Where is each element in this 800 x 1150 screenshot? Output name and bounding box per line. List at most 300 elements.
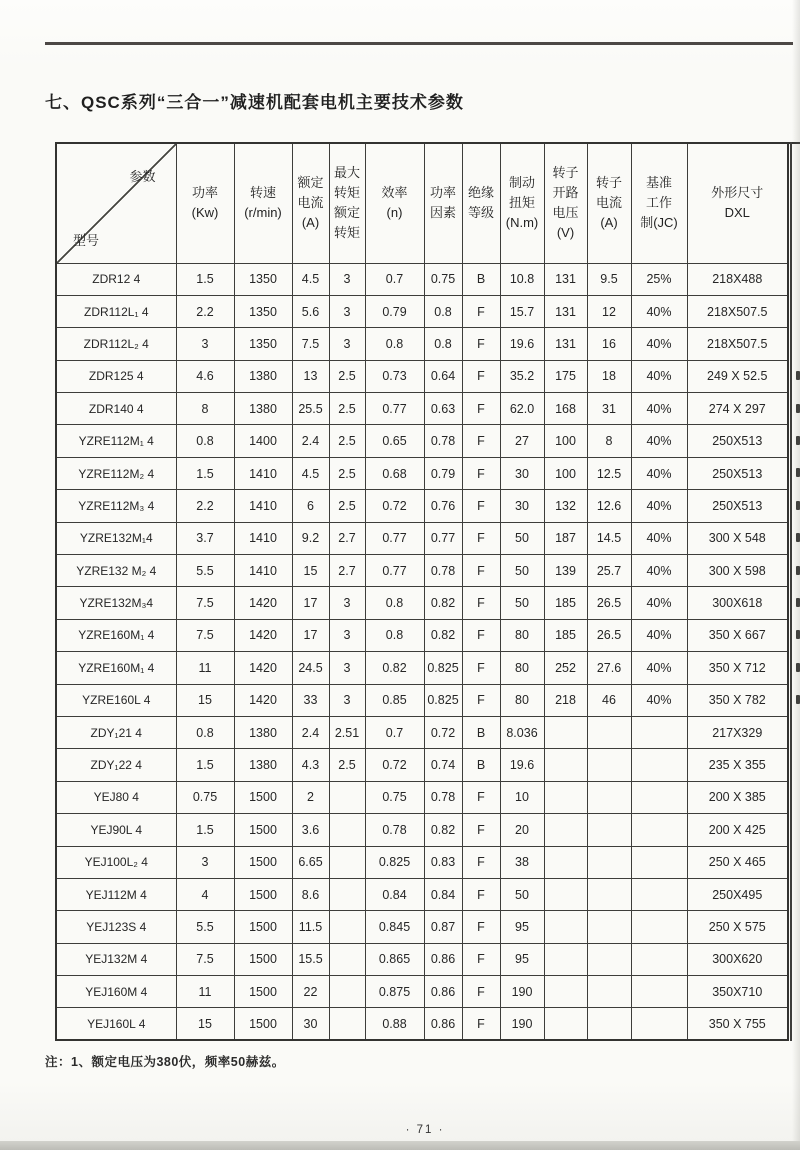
cell-value: F xyxy=(462,684,500,716)
cell-value: 50 xyxy=(500,555,544,587)
cell-value: 5.6 xyxy=(292,295,329,327)
cell-value: 7.5 xyxy=(176,619,234,651)
table-row xyxy=(56,425,788,457)
cell-value: 80 xyxy=(500,652,544,684)
cell-value: 3 xyxy=(329,684,365,716)
column-header-power-kw: 功率 (Kw) xyxy=(176,143,234,263)
cell-value: F xyxy=(462,393,500,425)
column-header-max-torque-ratio: 最大 转矩 额定 转矩 xyxy=(329,143,365,263)
page-title: 七、QSC系列“三合一”减速机配套电机主要技术参数 xyxy=(45,93,464,112)
header-row xyxy=(56,143,788,263)
cell-value: 35.2 xyxy=(500,360,544,392)
cell-value xyxy=(544,749,587,781)
cell-model: ZDY₁22 4 xyxy=(56,749,176,781)
table-row xyxy=(56,522,788,554)
cell-value xyxy=(544,814,587,846)
cell-value: 40% xyxy=(631,328,687,360)
cell-value: 0.8 xyxy=(365,587,424,619)
cell-value: 50 xyxy=(500,587,544,619)
top-rule-divider xyxy=(45,42,793,45)
cell-value: 1380 xyxy=(234,749,292,781)
table-row xyxy=(56,878,788,910)
cell-value: 2.5 xyxy=(329,425,365,457)
cell-value xyxy=(587,943,631,975)
cell-value: 1500 xyxy=(234,1008,292,1040)
cell-model: YEJ123S 4 xyxy=(56,911,176,943)
cell-value: 2.2 xyxy=(176,295,234,327)
cell-value: 3 xyxy=(176,328,234,360)
cell-model: ZDY₁21 4 xyxy=(56,716,176,748)
cell-value: 0.865 xyxy=(365,943,424,975)
cell-value: 3 xyxy=(329,263,365,295)
cell-value xyxy=(631,976,687,1008)
cell-value: 16 xyxy=(587,328,631,360)
cell-value: 0.74 xyxy=(424,749,462,781)
cell-value: 1410 xyxy=(234,457,292,489)
cell-value: 3.7 xyxy=(176,522,234,554)
cell-value: 27 xyxy=(500,425,544,457)
cell-value: 38 xyxy=(500,846,544,878)
cell-value: 33 xyxy=(292,684,329,716)
cell-value: 1420 xyxy=(234,684,292,716)
cell-value: 1350 xyxy=(234,295,292,327)
table-row xyxy=(56,619,788,651)
cell-value: 350 X 667 xyxy=(687,619,788,651)
cell-value: 0.82 xyxy=(424,619,462,651)
cell-model: YZRE112M₁ 4 xyxy=(56,425,176,457)
cell-value xyxy=(544,976,587,1008)
cell-value: 0.72 xyxy=(365,490,424,522)
cell-value: 300X620 xyxy=(687,943,788,975)
cell-value: 10.8 xyxy=(500,263,544,295)
cell-value: 2.4 xyxy=(292,425,329,457)
scan-bottom-band xyxy=(0,1141,800,1150)
cell-value: 2.51 xyxy=(329,716,365,748)
cell-value: 9.5 xyxy=(587,263,631,295)
cell-value: 2.5 xyxy=(329,360,365,392)
cell-value: 40% xyxy=(631,619,687,651)
table-row xyxy=(56,684,788,716)
cell-value: 3 xyxy=(329,619,365,651)
cell-value: 0.84 xyxy=(365,878,424,910)
cell-value: 250 X 465 xyxy=(687,846,788,878)
cell-value xyxy=(544,1008,587,1040)
cell-value: 0.82 xyxy=(424,814,462,846)
cell-value xyxy=(329,911,365,943)
cell-value: F xyxy=(462,328,500,360)
cell-value xyxy=(587,814,631,846)
cell-value xyxy=(329,943,365,975)
cell-value xyxy=(329,976,365,1008)
spec-table-container xyxy=(55,142,789,1041)
cell-value: 350 X 712 xyxy=(687,652,788,684)
cell-value: 40% xyxy=(631,393,687,425)
cell-value: 0.8 xyxy=(424,295,462,327)
cell-value: 0.77 xyxy=(365,393,424,425)
cell-value: 0.8 xyxy=(365,328,424,360)
cell-value: 15.5 xyxy=(292,943,329,975)
cell-model: YZRE160L 4 xyxy=(56,684,176,716)
cell-value: 46 xyxy=(587,684,631,716)
cell-value: 0.85 xyxy=(365,684,424,716)
table-row xyxy=(56,555,788,587)
cell-value: 1410 xyxy=(234,555,292,587)
cell-value: 12.6 xyxy=(587,490,631,522)
cell-value xyxy=(329,1008,365,1040)
cell-model: ZDR112L₁ 4 xyxy=(56,295,176,327)
table-row xyxy=(56,490,788,522)
cell-value xyxy=(587,1008,631,1040)
cell-value: 0.78 xyxy=(424,781,462,813)
cell-value: 15.7 xyxy=(500,295,544,327)
cell-value xyxy=(587,781,631,813)
cell-value: 19.6 xyxy=(500,749,544,781)
cell-value: 2.2 xyxy=(176,490,234,522)
cell-value: B xyxy=(462,263,500,295)
table-row xyxy=(56,846,788,878)
cell-value: 2 xyxy=(292,781,329,813)
cell-value: 25.7 xyxy=(587,555,631,587)
corner-header-cell xyxy=(56,143,176,263)
cell-value xyxy=(587,878,631,910)
cell-value: 0.84 xyxy=(424,878,462,910)
cell-value: 8 xyxy=(587,425,631,457)
cell-value: 9.2 xyxy=(292,522,329,554)
cell-value: 132 xyxy=(544,490,587,522)
cell-value xyxy=(631,749,687,781)
cell-model: YEJ80 4 xyxy=(56,781,176,813)
cell-value: F xyxy=(462,360,500,392)
table-row xyxy=(56,911,788,943)
cell-value: 0.64 xyxy=(424,360,462,392)
cell-value: 218 xyxy=(544,684,587,716)
cell-value: 1350 xyxy=(234,263,292,295)
column-header-efficiency: 效率 (n) xyxy=(365,143,424,263)
cell-value: 0.77 xyxy=(365,522,424,554)
cell-value: 218X507.5 xyxy=(687,328,788,360)
cell-value xyxy=(631,716,687,748)
cell-value: 0.75 xyxy=(176,781,234,813)
cell-value: 4.5 xyxy=(292,457,329,489)
cell-value: 25% xyxy=(631,263,687,295)
cell-value: F xyxy=(462,490,500,522)
cell-value: 0.78 xyxy=(365,814,424,846)
cell-value: 300X618 xyxy=(687,587,788,619)
corner-model-label: 型号 xyxy=(73,232,100,248)
cell-value: 187 xyxy=(544,522,587,554)
cell-value: 80 xyxy=(500,684,544,716)
cell-model: ZDR12 4 xyxy=(56,263,176,295)
cell-value xyxy=(631,846,687,878)
page-number: · 71 · xyxy=(405,1124,445,1136)
column-header-rotor-current: 转子 电流 (A) xyxy=(587,143,631,263)
cell-value: 5.5 xyxy=(176,911,234,943)
cell-value: 40% xyxy=(631,490,687,522)
cell-value xyxy=(329,781,365,813)
cell-value: 0.7 xyxy=(365,263,424,295)
cell-value: 12.5 xyxy=(587,457,631,489)
column-header-insulation-class: 绝缘 等级 xyxy=(462,143,500,263)
cell-value: 26.5 xyxy=(587,619,631,651)
cell-value xyxy=(587,749,631,781)
cell-value: 10 xyxy=(500,781,544,813)
cell-value: 131 xyxy=(544,295,587,327)
cell-model: YEJ112M 4 xyxy=(56,878,176,910)
cell-value: 190 xyxy=(500,976,544,1008)
cell-value: 0.86 xyxy=(424,943,462,975)
cell-model: YEJ160M 4 xyxy=(56,976,176,1008)
cell-value: F xyxy=(462,619,500,651)
table-row xyxy=(56,295,788,327)
cell-value: 40% xyxy=(631,587,687,619)
cell-value: 4.3 xyxy=(292,749,329,781)
cell-value xyxy=(587,846,631,878)
cell-value: 0.79 xyxy=(424,457,462,489)
cell-value: 0.75 xyxy=(424,263,462,295)
cell-value xyxy=(544,846,587,878)
cell-value: 100 xyxy=(544,425,587,457)
cell-value: 4.6 xyxy=(176,360,234,392)
cell-value: 95 xyxy=(500,911,544,943)
cell-value: F xyxy=(462,846,500,878)
cell-value: 27.6 xyxy=(587,652,631,684)
cell-value: 40% xyxy=(631,295,687,327)
cell-value: 11 xyxy=(176,976,234,1008)
cell-value: 17 xyxy=(292,619,329,651)
cell-value: 0.875 xyxy=(365,976,424,1008)
table-row xyxy=(56,393,788,425)
cell-value: 2.4 xyxy=(292,716,329,748)
cell-value: 11 xyxy=(176,652,234,684)
cell-value: F xyxy=(462,1008,500,1040)
cell-value: 0.825 xyxy=(424,652,462,684)
cell-value: 217X329 xyxy=(687,716,788,748)
cell-value: 31 xyxy=(587,393,631,425)
cell-value: 3 xyxy=(329,328,365,360)
cell-value: 0.8 xyxy=(176,716,234,748)
cell-value: 1350 xyxy=(234,328,292,360)
cell-value xyxy=(631,878,687,910)
cell-model: YEJ160L 4 xyxy=(56,1008,176,1040)
cell-value: F xyxy=(462,425,500,457)
cell-value: 0.68 xyxy=(365,457,424,489)
cell-value: 15 xyxy=(176,1008,234,1040)
cell-value: 6.65 xyxy=(292,846,329,878)
cell-model: YZRE160M₁ 4 xyxy=(56,619,176,651)
cell-model: YEJ132M 4 xyxy=(56,943,176,975)
cell-value: 250X513 xyxy=(687,490,788,522)
column-header-rated-current: 额定 电流 (A) xyxy=(292,143,329,263)
cell-value: 8 xyxy=(176,393,234,425)
cell-value xyxy=(631,1008,687,1040)
cell-value: 7.5 xyxy=(176,587,234,619)
cell-value: 0.63 xyxy=(424,393,462,425)
table-row xyxy=(56,716,788,748)
cell-value: 0.72 xyxy=(424,716,462,748)
cell-value xyxy=(544,781,587,813)
cell-value: 11.5 xyxy=(292,911,329,943)
cell-value: 5.5 xyxy=(176,555,234,587)
column-header-power-factor: 功率 因素 xyxy=(424,143,462,263)
column-header-brake-torque: 制动 扭矩 (N.m) xyxy=(500,143,544,263)
cell-model: YEJ100L₂ 4 xyxy=(56,846,176,878)
cell-value: 1.5 xyxy=(176,457,234,489)
cell-value: F xyxy=(462,976,500,1008)
column-header-dimensions: 外形尺寸 DXL xyxy=(687,143,788,263)
cell-value: 0.86 xyxy=(424,1008,462,1040)
cell-value: 2.5 xyxy=(329,749,365,781)
cell-value: 1380 xyxy=(234,360,292,392)
cell-value: 0.77 xyxy=(424,522,462,554)
spec-table xyxy=(55,142,789,1041)
cell-value xyxy=(631,781,687,813)
cell-value: 13 xyxy=(292,360,329,392)
cell-value: 1500 xyxy=(234,878,292,910)
cell-value xyxy=(544,716,587,748)
cell-model: YZRE132 M₂ 4 xyxy=(56,555,176,587)
table-row xyxy=(56,652,788,684)
cell-value: 131 xyxy=(544,263,587,295)
cell-value: 19.6 xyxy=(500,328,544,360)
cell-value: 350 X 782 xyxy=(687,684,788,716)
cell-value: 2.5 xyxy=(329,457,365,489)
cell-model: YZRE160M₁ 4 xyxy=(56,652,176,684)
cell-value: F xyxy=(462,878,500,910)
cell-value: 274 X 297 xyxy=(687,393,788,425)
cell-model: YZRE132M₃4 xyxy=(56,587,176,619)
cell-value: 1.5 xyxy=(176,263,234,295)
cell-value: F xyxy=(462,781,500,813)
cell-value: 185 xyxy=(544,619,587,651)
cell-value: 18 xyxy=(587,360,631,392)
cell-value: 40% xyxy=(631,360,687,392)
cell-value xyxy=(544,943,587,975)
cell-value: 0.78 xyxy=(424,425,462,457)
cell-value: 40% xyxy=(631,522,687,554)
cell-model: YZRE112M₃ 4 xyxy=(56,490,176,522)
cell-value: 300 X 598 xyxy=(687,555,788,587)
cell-value: 250X513 xyxy=(687,457,788,489)
cell-value: B xyxy=(462,749,500,781)
cell-model: ZDR140 4 xyxy=(56,393,176,425)
cell-value: 14.5 xyxy=(587,522,631,554)
cell-value: 0.78 xyxy=(424,555,462,587)
footnote: 注：1、额定电压为380伏，频率50赫兹。 xyxy=(45,1055,285,1069)
cell-value: 0.845 xyxy=(365,911,424,943)
cell-value: 2.5 xyxy=(329,393,365,425)
table-row xyxy=(56,943,788,975)
cell-value: 7.5 xyxy=(176,943,234,975)
cell-value: 3 xyxy=(176,846,234,878)
cell-value xyxy=(631,943,687,975)
cell-value: 8.6 xyxy=(292,878,329,910)
cell-value: 0.82 xyxy=(424,587,462,619)
cell-value xyxy=(587,976,631,1008)
cell-value: 0.8 xyxy=(176,425,234,457)
cell-model: YEJ90L 4 xyxy=(56,814,176,846)
cell-value xyxy=(587,911,631,943)
cell-value xyxy=(544,878,587,910)
scan-edge-shade xyxy=(792,0,800,1150)
table-row xyxy=(56,976,788,1008)
cell-value: 235 X 355 xyxy=(687,749,788,781)
cell-value: F xyxy=(462,522,500,554)
cell-value: 3.6 xyxy=(292,814,329,846)
cell-value: 0.8 xyxy=(365,619,424,651)
table-row xyxy=(56,587,788,619)
cell-value: 200 X 425 xyxy=(687,814,788,846)
cell-value: 40% xyxy=(631,425,687,457)
cell-value: 0.82 xyxy=(365,652,424,684)
cell-value: 250X513 xyxy=(687,425,788,457)
cell-value: 40% xyxy=(631,457,687,489)
cell-value: F xyxy=(462,457,500,489)
cell-value: 15 xyxy=(176,684,234,716)
cell-value: 1380 xyxy=(234,393,292,425)
cell-value: 1420 xyxy=(234,652,292,684)
cell-value: F xyxy=(462,295,500,327)
cell-value: 12 xyxy=(587,295,631,327)
cell-value: 1500 xyxy=(234,976,292,1008)
cell-value: F xyxy=(462,814,500,846)
cell-value xyxy=(587,716,631,748)
cell-value: 0.77 xyxy=(365,555,424,587)
cell-value: 24.5 xyxy=(292,652,329,684)
cell-value: 40% xyxy=(631,555,687,587)
table-row xyxy=(56,328,788,360)
cell-value: 1500 xyxy=(234,846,292,878)
cell-value: 250X495 xyxy=(687,878,788,910)
cell-value: 50 xyxy=(500,878,544,910)
cell-value: 50 xyxy=(500,522,544,554)
table-row xyxy=(56,814,788,846)
cell-value: 0.83 xyxy=(424,846,462,878)
cell-value: 20 xyxy=(500,814,544,846)
cell-value: 1400 xyxy=(234,425,292,457)
cell-model: YZRE112M₂ 4 xyxy=(56,457,176,489)
cell-value: 7.5 xyxy=(292,328,329,360)
cell-value: 1500 xyxy=(234,814,292,846)
cell-value: 350X710 xyxy=(687,976,788,1008)
cell-value: 6 xyxy=(292,490,329,522)
cell-value: 250 X 575 xyxy=(687,911,788,943)
cell-value: 2.7 xyxy=(329,522,365,554)
cell-model: ZDR112L₂ 4 xyxy=(56,328,176,360)
cell-value: 4.5 xyxy=(292,263,329,295)
table-row xyxy=(56,749,788,781)
cell-value: 95 xyxy=(500,943,544,975)
cell-value: 185 xyxy=(544,587,587,619)
cell-value: 0.86 xyxy=(424,976,462,1008)
cell-value xyxy=(329,878,365,910)
cell-value: 350 X 755 xyxy=(687,1008,788,1040)
cell-value xyxy=(544,911,587,943)
cell-value: 249 X 52.5 xyxy=(687,360,788,392)
cell-value xyxy=(329,846,365,878)
cell-value: 15 xyxy=(292,555,329,587)
cell-value: 1500 xyxy=(234,911,292,943)
cell-value: 80 xyxy=(500,619,544,651)
cell-value xyxy=(631,814,687,846)
cell-value: 17 xyxy=(292,587,329,619)
cell-value: 200 X 385 xyxy=(687,781,788,813)
cell-value: 1410 xyxy=(234,522,292,554)
cell-value: 30 xyxy=(500,457,544,489)
cell-value xyxy=(329,814,365,846)
table-row xyxy=(56,263,788,295)
cell-value: 252 xyxy=(544,652,587,684)
cell-value: 1420 xyxy=(234,619,292,651)
